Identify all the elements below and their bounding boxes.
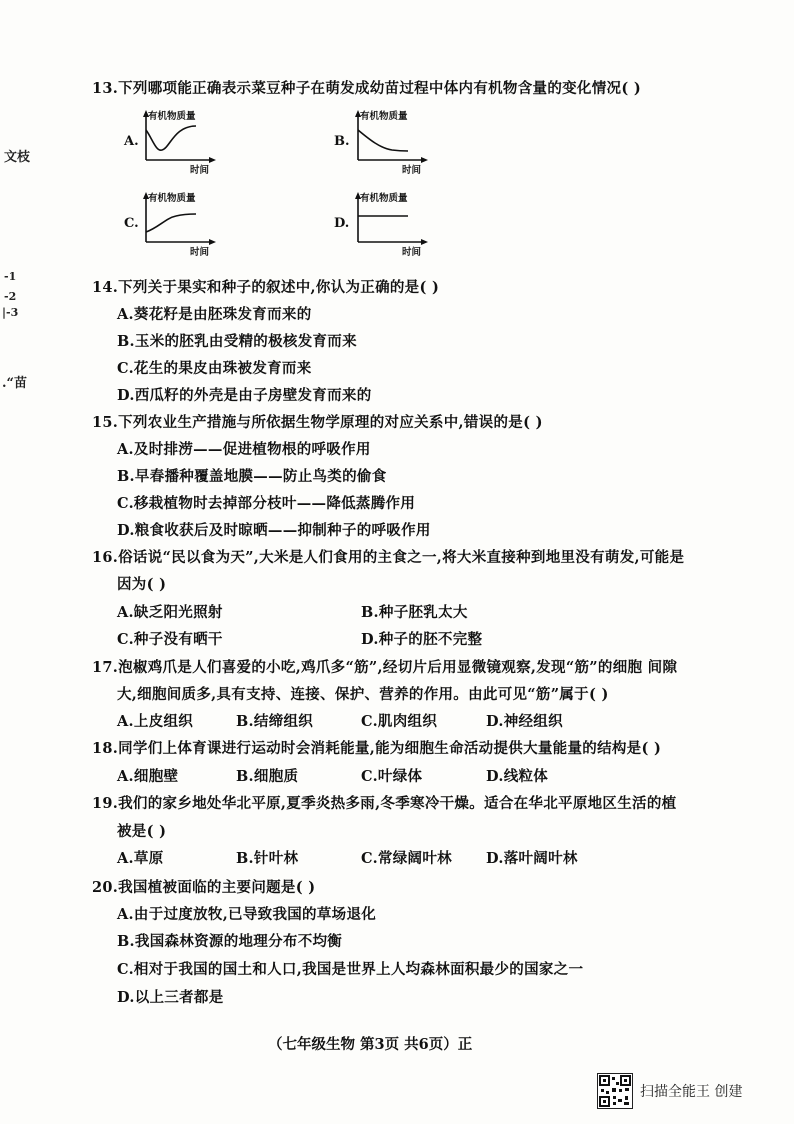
q13-graph-d-ylabel: 有机物质量: [360, 193, 408, 204]
q18-option-d: D.线粒体: [486, 768, 549, 785]
q13-graph-d: [352, 190, 432, 256]
q15-option-c: C.移栽植物时去掉部分枝叶——降低蒸腾作用: [117, 495, 416, 512]
q16-option-d: D.种子的胚不完整: [361, 631, 483, 648]
q17-option-c: C.肌肉组织: [361, 713, 438, 730]
q19-stem-line1: 19.我们的家乡地处华北平原,夏季炎热多雨,冬季寒冷干燥。适合在华北平原地区生活的植: [92, 795, 677, 812]
q17-option-d: D.神经组织: [486, 713, 563, 730]
q15-option-b: B.早春播种覆盖地膜——防止鸟类的偷食: [117, 468, 387, 485]
q17-stem-line2: 大,细胞间质多,具有支持、连接、保护、营养的作用。由此可见“筋”属于( ): [117, 686, 609, 703]
q17-option-a: A.上皮组织: [117, 713, 194, 730]
margin-mark-school: 文枝: [4, 150, 31, 165]
q16-option-a: A.缺乏阳光照射: [117, 604, 223, 621]
q13-option-d-label: D.: [334, 216, 350, 231]
q16-stem-line2: 因为( ): [117, 576, 167, 593]
q20-option-c: C.相对于我国的国土和人口,我国是世界上人均森林面积最少的国家之一: [117, 961, 584, 978]
q17-option-b: B.结缔组织: [236, 713, 314, 730]
page-footer: （七年级生物 第3页 共6页）正: [268, 1036, 473, 1053]
q13-graph-d-xlabel: 时间: [402, 247, 422, 258]
q18-option-b: B.细胞质: [236, 768, 299, 785]
q13-graph-b-ylabel: 有机物质量: [360, 111, 408, 122]
q16-option-b: B.种子胚乳太大: [361, 604, 468, 621]
q13-graph-a-xlabel: 时间: [190, 165, 210, 176]
q14-stem: 14.下列关于果实和种子的叙述中,你认为正确的是( ): [92, 279, 440, 296]
q18-stem: 18.同学们上体育课进行运动时会消耗能量,能为细胞生命活动提供大量能量的结构是( ): [92, 740, 662, 757]
q13-graph-c: [140, 190, 220, 256]
q13-option-b-label: B.: [334, 134, 350, 149]
q13-graph-a-ylabel: 有机物质量: [148, 111, 196, 122]
q14-option-a: A.葵花籽是由胚珠发育而来的: [117, 306, 312, 323]
q19-option-b: B.针叶林: [236, 850, 299, 867]
q20-option-d: D.以上三者都是: [117, 989, 224, 1006]
q13-option-a-label: A.: [124, 134, 139, 149]
q20-stem: 20.我国植被面临的主要问题是( ): [92, 879, 316, 896]
margin-mark-2: -2: [4, 290, 17, 303]
q13-option-c-label: C.: [124, 216, 139, 231]
q13-graph-b-xlabel: 时间: [402, 165, 422, 176]
q13-graph-c-ylabel: 有机物质量: [148, 193, 196, 204]
q19-option-a: A.草原: [117, 850, 164, 867]
q19-option-d: D.落叶阔叶林: [486, 850, 578, 867]
q13-stem: 13.下列哪项能正确表示菜豆种子在萌发成幼苗过程中体内有机物含量的变化情况( ): [92, 80, 641, 97]
q18-option-c: C.叶绿体: [361, 768, 423, 785]
margin-mark-1: -1: [4, 270, 17, 283]
scanner-watermark: 扫描全能王 创建: [640, 1084, 743, 1100]
margin-mark-3: |-3: [2, 306, 19, 319]
q13-graph-c-xlabel: 时间: [190, 247, 210, 258]
q20-option-a: A.由于过度放牧,已导致我国的草场退化: [117, 906, 377, 923]
q19-stem-line2: 被是( ): [117, 823, 167, 840]
q17-stem-line1: 17.泡椒鸡爪是人们喜爱的小吃,鸡爪多“筋”,经切片后用显微镜观察,发现“筋”的细胞 间隙: [92, 659, 678, 676]
q15-stem: 15.下列农业生产措施与所依据生物学原理的对应关系中,错误的是( ): [92, 414, 543, 431]
q18-option-a: A.细胞壁: [117, 768, 179, 785]
q14-option-d: D.西瓜籽的外壳是由子房壁发育而来的: [117, 387, 372, 404]
q15-option-d: D.粮食收获后及时晾晒——抑制种子的呼吸作用: [117, 522, 431, 539]
q15-option-a: A.及时排涝——促进植物根的呼吸作用: [117, 441, 371, 458]
q14-option-b: B.玉米的胚乳由受精的极核发育而来: [117, 333, 357, 350]
q13-graph-b: [352, 108, 432, 174]
q16-stem-line1: 16.俗话说“民以食为天”,大米是人们食用的主食之一,将大米直接种到地里没有萌发,可能是: [92, 549, 685, 566]
q14-option-c: C.花生的果皮由珠被发育而来: [117, 360, 312, 377]
q19-option-c: C.常绿阔叶林: [361, 850, 452, 867]
q16-option-c: C.种子没有晒干: [117, 631, 223, 648]
q20-option-b: B.我国森林资源的地理分布不均衡: [117, 933, 343, 950]
margin-mark-miao: .“苗: [2, 376, 28, 391]
q13-graph-a: [140, 108, 220, 174]
qr-code-icon: [597, 1073, 633, 1109]
